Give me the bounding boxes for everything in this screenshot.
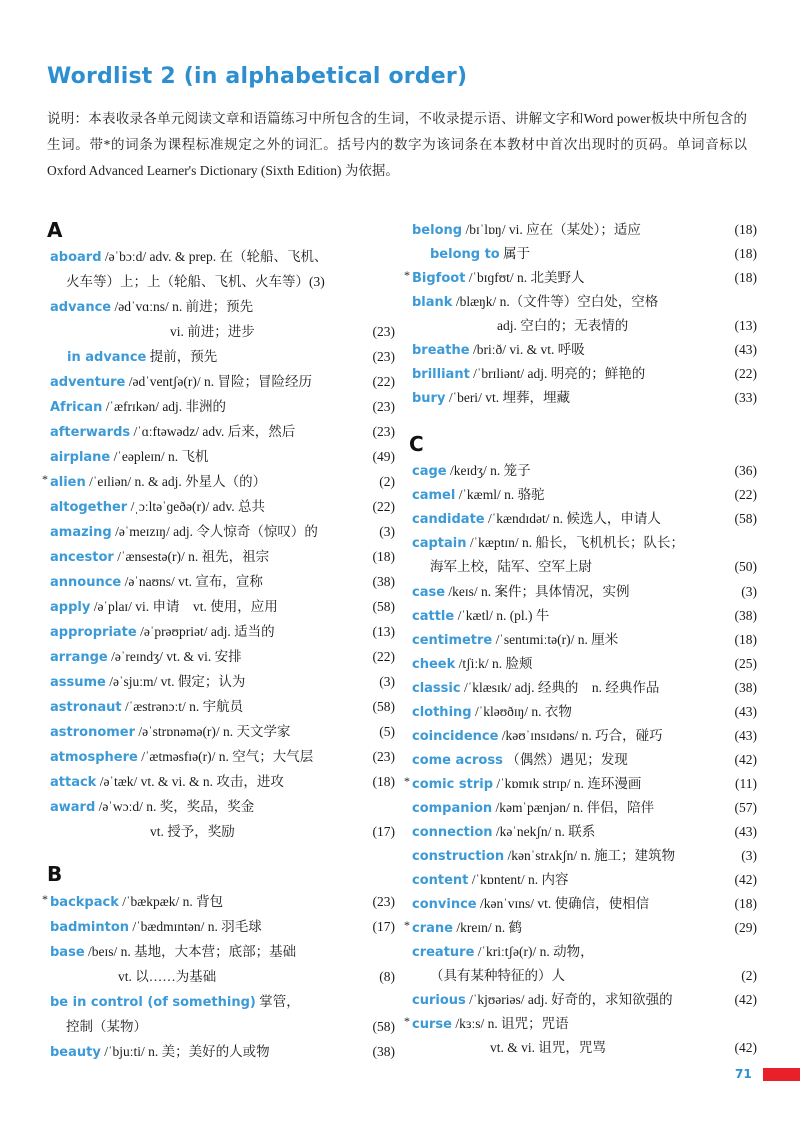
entry-page: (3) <box>741 584 757 599</box>
entry-word: atmosphere <box>50 750 138 765</box>
entry-definition: /əˈreɪndʒ/ vt. & vi. 安排 <box>111 649 242 664</box>
entry-word: award <box>50 800 96 815</box>
entry-definition: /kənˈvɪns/ vt. 使确信，使相信 <box>479 896 650 911</box>
entry-definition: 火车等）上；上（轮船、飞机、火车等）(3) <box>66 274 325 289</box>
entry-curse <box>404 1012 757 1036</box>
entry-word: content <box>412 873 469 888</box>
entry-word: cheek <box>412 657 456 672</box>
entry-page: (23) <box>372 749 395 764</box>
entry-convince <box>412 892 757 916</box>
entry-word: assume <box>50 675 106 690</box>
entry-word: connection <box>412 825 493 840</box>
entry-page: (22) <box>372 374 395 389</box>
entry-definition: /əˈplaɪ/ vi. 申请 vt. 使用，应用 <box>93 599 278 614</box>
section-letter-c: C <box>409 432 424 456</box>
entry-definition: /əˈprəʊpriət/ adj. 适当的 <box>140 624 275 639</box>
entry-definition: adj. 空白的；无表情的 <box>497 318 629 333</box>
entry-attack <box>50 770 395 794</box>
entry-word: badminton <box>50 920 130 935</box>
entry-badminton <box>50 915 395 939</box>
entry-word: curious <box>412 993 466 1008</box>
entry-word: comic strip <box>412 777 493 792</box>
entry-page: (18) <box>734 246 757 261</box>
starred-marker: * <box>404 918 410 932</box>
entry-word: attack <box>50 775 97 790</box>
entry-definition: /əˈtæk/ vt. & vi. & n. 攻击，进攻 <box>99 774 284 789</box>
entry-definition: 掌管， <box>259 994 300 1009</box>
entry-page: (58) <box>372 1019 395 1034</box>
entry-page: (25) <box>734 656 757 671</box>
section-letter-b: B <box>47 862 63 886</box>
entry-definition: /ˈklæsɪk/ adj. 经典的 n. 经典作品 <box>463 680 660 695</box>
entry-amazing <box>50 520 395 544</box>
entry-word: centimetre <box>412 633 493 648</box>
entry-definition: vi. 前进；进步 <box>170 324 255 339</box>
entry-definition: /ˈbjuːti/ n. 美；美好的人或物 <box>104 1044 270 1059</box>
entry-word: crane <box>412 921 453 936</box>
entry-word: base <box>50 945 85 960</box>
entry-definition: /əˈsjuːm/ vt. 假定；认为 <box>109 674 246 689</box>
entry-page: (57) <box>734 800 757 815</box>
entry-word: alien <box>50 475 86 490</box>
entry-definition: /ˈɑːftəwədz/ adv. 后来，然后 <box>133 424 296 439</box>
entry-page: (42) <box>734 872 757 887</box>
entry-word: belong to <box>430 247 500 262</box>
entry-page: (3) <box>379 524 395 539</box>
entry-page: (22) <box>372 499 395 514</box>
entry-word: brilliant <box>412 367 470 382</box>
entry-definition: /kənˈstrʌkʃn/ n. 施工；建筑物 <box>507 848 676 863</box>
entry-definition: /ədˈventʃə(r)/ n. 冒险；冒险经历 <box>128 374 313 389</box>
entry-adventure <box>50 370 395 394</box>
entry-assume <box>50 670 395 694</box>
entry-definition: /ˈæfrɪkən/ adj. 非洲的 <box>105 399 227 414</box>
entry-definition: /ədˈvɑːns/ n. 前进；预先 <box>114 299 254 314</box>
entry-word: Bigfoot <box>412 271 466 286</box>
entry-page: (18) <box>372 774 395 789</box>
entry-page: (2) <box>379 474 395 489</box>
entry-page: (29) <box>734 920 757 935</box>
entry-word: apply <box>50 600 91 615</box>
entry-page: (22) <box>372 649 395 664</box>
entry-page: (23) <box>372 424 395 439</box>
starred-marker: * <box>404 774 410 788</box>
page-number: 71 <box>735 1067 752 1081</box>
entry-page: (49) <box>372 449 395 464</box>
entry-word: blank <box>412 295 453 310</box>
entry-page: (42) <box>734 1040 757 1055</box>
entry-connection <box>412 820 757 844</box>
entry-page: (58) <box>734 511 757 526</box>
entry-astronomer <box>50 720 395 744</box>
entry-page: (42) <box>734 992 757 1007</box>
entry-page: (23) <box>372 399 395 414</box>
entry-page: (23) <box>372 324 395 339</box>
entry-definition: /kəˈnekʃn/ n. 联系 <box>495 824 596 839</box>
entry-word: backpack <box>50 895 119 910</box>
entry-definition: /ˈkjʊəriəs/ adj. 好奇的，求知欲强的 <box>469 992 673 1007</box>
entry-word: bury <box>412 391 446 406</box>
entry-word: advance <box>50 300 112 315</box>
entry-word: captain <box>412 536 467 551</box>
entry-word: classic <box>412 681 461 696</box>
entry-definition: vt. 以……为基础 <box>118 969 217 984</box>
entry-definition: /blæŋk/ n.（文件等）空白处，空格 <box>455 294 659 309</box>
section-letter-a: A <box>47 218 63 242</box>
entry-content <box>412 868 757 892</box>
entry-cheek <box>412 652 757 676</box>
entry-word: breathe <box>412 343 470 358</box>
entry-word: aboard <box>50 250 102 265</box>
entry-definition: /briːð/ vi. & vt. 呼吸 <box>472 342 585 357</box>
entry-belong <box>412 218 757 242</box>
entry-word: amazing <box>50 525 112 540</box>
entry-word: clothing <box>412 705 472 720</box>
entry-alien <box>42 470 395 494</box>
entry-be-in-control <box>50 990 395 1014</box>
entry-definition: /kreɪn/ n. 鹤 <box>456 920 522 935</box>
entry-word: adventure <box>50 375 126 390</box>
entry-advance <box>50 295 395 319</box>
entry-definition: /bɪˈlɒŋ/ vi. 应在（某处）；适应 <box>465 222 641 237</box>
entry-afterwards <box>50 420 395 444</box>
entry-word: cage <box>412 464 447 479</box>
entry-creature <box>412 940 757 964</box>
entry-word: cattle <box>412 609 455 624</box>
entry-cattle <box>412 604 757 628</box>
entry-astronaut <box>50 695 395 719</box>
entry-aboard <box>50 245 395 269</box>
entry-airplane <box>50 445 395 469</box>
entry-word: altogether <box>50 500 128 515</box>
entry-award <box>50 795 395 819</box>
entry-word: ancestor <box>50 550 114 565</box>
entry-word: announce <box>50 575 122 590</box>
entry-page: (17) <box>372 824 395 839</box>
entry-award-cont <box>50 820 395 844</box>
entry-definition: （具有某种特征的）人 <box>430 968 565 983</box>
entry-word: African <box>50 400 103 415</box>
entry-brilliant <box>412 362 757 386</box>
entry-page: (22) <box>734 366 757 381</box>
entry-word: afterwards <box>50 425 131 440</box>
entry-page: (38) <box>372 1044 395 1059</box>
entry-apply <box>50 595 395 619</box>
entry-camel <box>412 483 757 507</box>
entry-definition: 提前，预先 <box>149 349 218 364</box>
entry-definition: /ˈkriːtʃə(r)/ n. 动物， <box>477 944 594 959</box>
entry-page: (17) <box>372 919 395 934</box>
entry-definition: /ˈeəpleɪn/ n. 飞机 <box>113 449 209 464</box>
entry-appropriate <box>50 620 395 644</box>
starred-marker: * <box>404 268 410 282</box>
intro-note: 说明：本表收录各单元阅读文章和语篇练习中所包含的生词，不收录提示语、讲解文字和Word power板块中所包含的生词。带*的词条为课程标准规定之外的词汇。括号内的数字为该词条在本教材中首次出现时的页码。单词音标以Oxford Advanced Learner's Dictionary (Sixth Edition) 为依据。 <box>47 111 747 178</box>
entry-definition: /əˈwɔːd/ n. 奖，奖品，奖金 <box>98 799 255 814</box>
entry-definition: /ˈbædmɪntən/ n. 羽毛球 <box>132 919 262 934</box>
entry-definition: /ˈberi/ vt. 埋葬，埋藏 <box>448 390 570 405</box>
entry-page: (43) <box>734 728 757 743</box>
entry-page: (50) <box>734 559 757 574</box>
entry-creature-cont <box>412 964 757 988</box>
entry-african <box>50 395 395 419</box>
entry-word: airplane <box>50 450 111 465</box>
entry-altogether <box>50 495 395 519</box>
entry-page: (13) <box>734 318 757 333</box>
entry-definition: 控制（某物） <box>66 1019 147 1034</box>
entry-definition: /ˈkætl/ n. (pl.) 牛 <box>457 608 550 623</box>
entry-page: (38) <box>734 680 757 695</box>
entry-definition: /əˈnaʊns/ vt. 宣布，宣称 <box>124 574 263 589</box>
entry-blank-cont <box>412 314 757 338</box>
entry-beauty <box>50 1040 395 1064</box>
entry-word: astronaut <box>50 700 122 715</box>
entry-page: (43) <box>734 704 757 719</box>
entry-come-across <box>412 748 757 772</box>
entry-definition: /kəʊˈɪnsɪdəns/ n. 巧合，碰巧 <box>501 728 663 743</box>
entry-belong-to <box>412 242 757 266</box>
entry-base <box>50 940 395 964</box>
entry-definition: /ˈeɪliən/ n. & adj. 外星人（的） <box>89 474 267 489</box>
entry-page: (38) <box>734 608 757 623</box>
entry-word: companion <box>412 801 493 816</box>
entry-captain <box>412 531 757 555</box>
entry-crane <box>404 916 757 940</box>
entry-page: (18) <box>734 222 757 237</box>
entry-page: (18) <box>734 896 757 911</box>
entry-definition: /əˈstrɒnəmə(r)/ n. 天文学家 <box>138 724 291 739</box>
entry-page: (42) <box>734 752 757 767</box>
entry-word: curse <box>412 1017 452 1032</box>
entry-word: camel <box>412 488 456 503</box>
entry-word: in advance <box>67 350 147 365</box>
entry-classic <box>412 676 757 700</box>
entry-cage <box>412 459 757 483</box>
entry-definition: /ˈæstrənɔːt/ n. 宇航员 <box>124 699 244 714</box>
entry-page: (3) <box>379 674 395 689</box>
entry-definition: （偶然）遇见；发现 <box>506 752 628 767</box>
entry-page: (23) <box>372 349 395 364</box>
starred-marker: * <box>42 892 48 906</box>
entry-construction <box>412 844 757 868</box>
entry-definition: 海军上校，陆军、空军上尉 <box>430 559 592 574</box>
starred-marker: * <box>42 472 48 486</box>
entry-coincidence <box>412 724 757 748</box>
entry-announce <box>50 570 395 594</box>
entry-word: creature <box>412 945 475 960</box>
entry-page: (58) <box>372 699 395 714</box>
entry-definition: /əˈbɔːd/ adv. & prep. 在（轮船、飞机、 <box>104 249 328 264</box>
entry-definition: /kəmˈpænjən/ n. 伴侣，陪伴 <box>495 800 655 815</box>
entry-word: come across <box>412 753 503 768</box>
entry-ancestor <box>50 545 395 569</box>
page-accent-bar <box>763 1068 800 1081</box>
entry-captain-cont <box>412 555 757 579</box>
entry-definition: /ˈkændɪdət/ n. 候选人，申请人 <box>487 511 661 526</box>
entry-definition: /ˈsentɪmiːtə(r)/ n. 厘米 <box>495 632 619 647</box>
entry-aboard-cont <box>50 270 411 294</box>
entry-page: (18) <box>372 549 395 564</box>
entry-definition: /keɪs/ n. 案件；具体情况，实例 <box>448 584 630 599</box>
entry-arrange <box>50 645 395 669</box>
entry-word: case <box>412 585 446 600</box>
entry-word: astronomer <box>50 725 136 740</box>
entry-curse-cont <box>412 1036 757 1060</box>
entry-clothing <box>412 700 757 724</box>
entry-definition: /kɜːs/ n. 诅咒；咒语 <box>455 1016 569 1031</box>
entry-page: (23) <box>372 894 395 909</box>
entry-page: (36) <box>734 463 757 478</box>
entry-definition: /ˌɔːltəˈɡeðə(r)/ adv. 总共 <box>130 499 266 514</box>
entry-companion <box>412 796 757 820</box>
entry-advance-cont <box>50 320 395 344</box>
entry-definition: /ˈbɪɡfʊt/ n. 北美野人 <box>468 270 585 285</box>
entry-definition: /ˈkæml/ n. 骆驼 <box>458 487 545 502</box>
entry-word: arrange <box>50 650 108 665</box>
entry-word: be in control (of something) <box>50 995 256 1010</box>
entry-page: (2) <box>741 968 757 983</box>
entry-in-advance <box>50 345 395 369</box>
entry-page: (43) <box>734 342 757 357</box>
entry-definition: 属于 <box>503 246 531 261</box>
entry-definition: /ˈkæptɪn/ n. 船长，飞机机长；队长； <box>469 535 684 550</box>
entry-definition: /beɪs/ n. 基地，大本营；底部；基础 <box>88 944 297 959</box>
entry-word: beauty <box>50 1045 101 1060</box>
entry-definition: vt. & vi. 诅咒，咒骂 <box>490 1040 606 1055</box>
entry-page: (8) <box>379 969 395 984</box>
entry-word: convince <box>412 897 477 912</box>
entry-page: (58) <box>372 599 395 614</box>
entry-page: (5) <box>379 724 395 739</box>
entry-page: (43) <box>734 824 757 839</box>
entry-definition: /əˈmeɪzɪŋ/ adj. 令人惊奇（惊叹）的 <box>115 524 318 539</box>
entry-page: (22) <box>734 487 757 502</box>
entry-definition: /keɪdʒ/ n. 笼子 <box>449 463 531 478</box>
entry-definition: /ˈbrɪliənt/ adj. 明亮的；鲜艳的 <box>473 366 646 381</box>
entry-definition: vt. 授予，奖励 <box>150 824 235 839</box>
entry-page: (18) <box>734 270 757 285</box>
entry-word: coincidence <box>412 729 499 744</box>
entry-candidate <box>412 507 757 531</box>
entry-page: (33) <box>734 390 757 405</box>
entry-bury <box>412 386 757 410</box>
entry-curious <box>412 988 757 1012</box>
entry-page: (18) <box>734 632 757 647</box>
entry-definition: /ˈbækpæk/ n. 背包 <box>122 894 224 909</box>
entry-be-in-control-cont <box>50 1015 395 1039</box>
entry-definition: /ˈkɒmɪk strɪp/ n. 连环漫画 <box>496 776 642 791</box>
entry-definition: /ˈkləʊðɪŋ/ n. 衣物 <box>474 704 572 719</box>
entry-breathe <box>412 338 757 362</box>
entry-definition: /tʃiːk/ n. 脸颊 <box>458 656 533 671</box>
entry-definition: /ˈætməsfɪə(r)/ n. 空气；大气层 <box>141 749 314 764</box>
entry-page: (13) <box>372 624 395 639</box>
entry-word: appropriate <box>50 625 137 640</box>
page-title: Wordlist 2 (in alphabetical order) <box>47 64 468 89</box>
entry-page: (3) <box>741 848 757 863</box>
entry-backpack <box>42 890 395 914</box>
entry-word: construction <box>412 849 505 864</box>
entry-word: belong <box>412 223 463 238</box>
entry-page: (38) <box>372 574 395 589</box>
entry-blank <box>412 290 757 314</box>
entry-definition: /ˈænsestə(r)/ n. 祖先，祖宗 <box>117 549 270 564</box>
starred-marker: * <box>404 1014 410 1028</box>
entry-centimetre <box>412 628 757 652</box>
entry-word: candidate <box>412 512 485 527</box>
entry-case <box>412 580 757 604</box>
entry-atmosphere <box>50 745 395 769</box>
entry-base-cont <box>50 965 395 989</box>
entry-page: (11) <box>735 776 757 791</box>
entry-definition: /ˈkɒntent/ n. 内容 <box>471 872 569 887</box>
entry-comic-strip <box>404 772 757 796</box>
entry-bigfoot <box>404 266 757 290</box>
